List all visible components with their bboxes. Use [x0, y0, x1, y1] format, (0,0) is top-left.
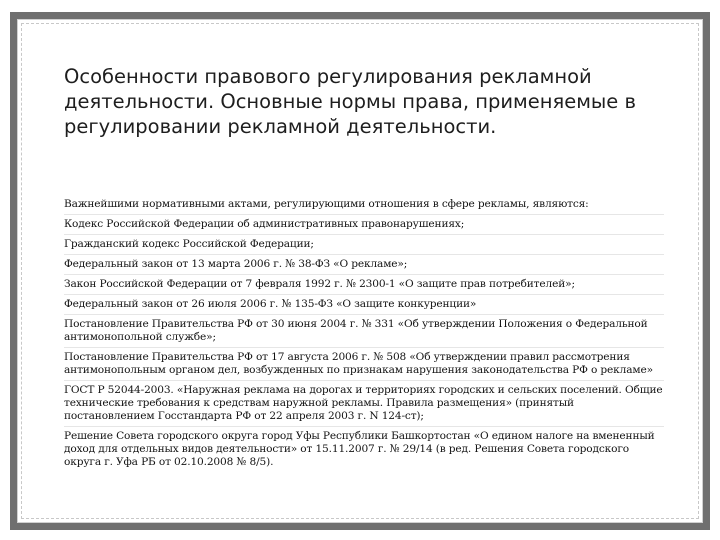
list-item: Постановление Правительства РФ от 17 августа 2006 г. № 508 «Об утверждении правил рассмотрения антимонопольным органом дел, возбужденных по признакам нарушения законодательства РФ о рекламе»	[64, 348, 664, 381]
content-list	[64, 195, 664, 472]
list-item: Решение Совета городского округа город Уфы Республики Башкортостан «О едином налоге на вмененный доход для отдельных видов деятельности» от 15.11.2007 г. № 29/14 (в ред. Решения Совета городского округа г. Уфа РБ от 02.10.2008 № 8/5).	[64, 430, 655, 468]
list-item: Гражданский кодекс Российской Федерации;	[64, 235, 664, 255]
list-item: ГОСТ Р 52044-2003. «Наружная реклама на дорогах и территориях городских и сельских поселений. Общие технические требования к средствам наружной рекламы. Правила размещения» (принятый постановлением Госстандарта РФ от 22 апреля 2003 г. N 124-ст);	[64, 381, 664, 427]
list-item: Закон Российской Федерации от 7 февраля 1992 г. № 2300-1 «О защите прав потребителей»;	[64, 275, 664, 295]
list-item: Важнейшими нормативными актами, регулирующими отношения в сфере рекламы, являются:	[64, 195, 664, 215]
title-area	[44, 36, 684, 186]
slide-title: Особенности правового регулирования рекламной деятельности. Основные нормы права, применяемые в регулировании рекламной деятельности.	[64, 65, 636, 138]
list-item: Федеральный закон от 26 июля 2006 г. № 135-ФЗ «О защите конкуренции»	[64, 295, 664, 315]
list-item: Федеральный закон от 13 марта 2006 г. № 38-ФЗ «О рекламе»;	[64, 255, 664, 275]
list-item: Кодекс Российской Федерации об административных правонарушениях;	[64, 215, 664, 235]
list-item: Постановление Правительства РФ от 30 июня 2004 г. № 331 «Об утверждении Положения о Федеральной антимонопольной службе»;	[64, 315, 664, 348]
